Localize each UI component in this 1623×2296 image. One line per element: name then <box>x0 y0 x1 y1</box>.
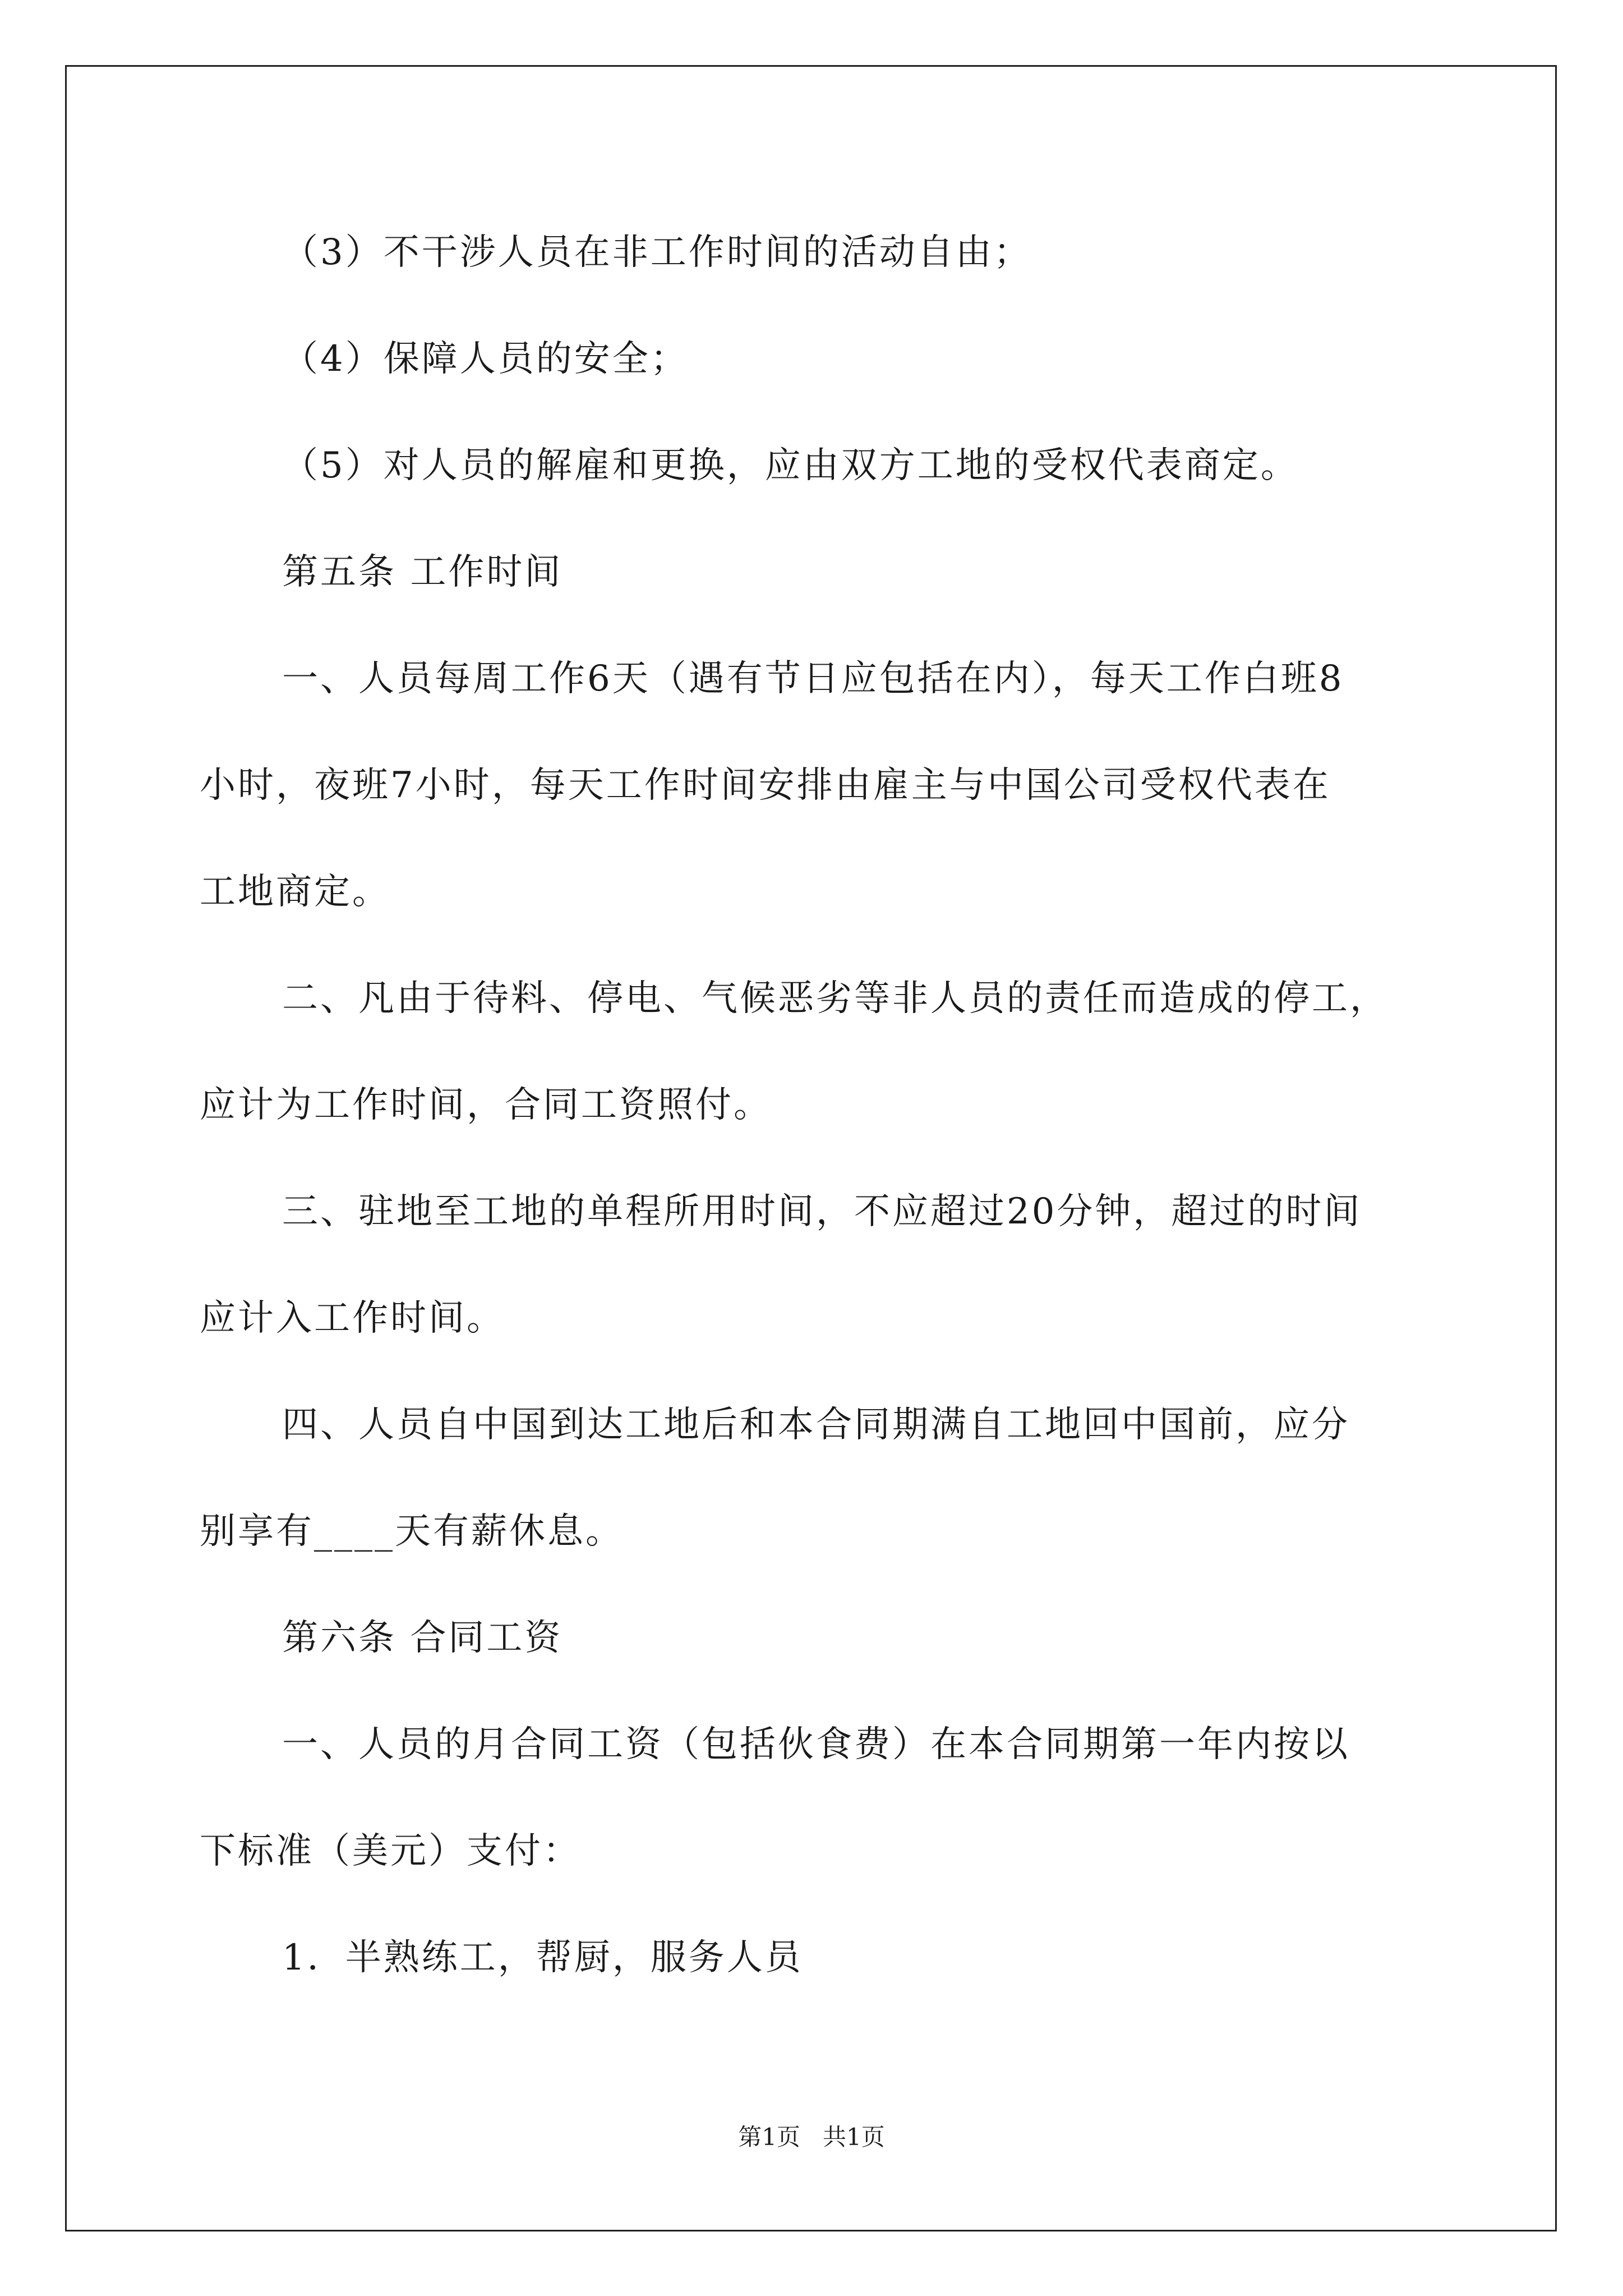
section-heading: 第六条 合同工资 <box>282 1617 563 1659</box>
paragraph-line: 下标准（美元）支付： <box>200 1830 581 1872</box>
paragraph-line: 小时，夜班7小时，每天工作时间安排由雇主与中国公司受权代表在 <box>200 765 1331 806</box>
paragraph-line: （3）不干涉人员在非工作时间的活动自由； <box>282 232 1032 273</box>
section-heading: 第五条 工作时间 <box>282 551 563 593</box>
paragraph-line: 应计为工作时间，合同工资照付。 <box>200 1084 772 1126</box>
paragraph-line: 四、人员自中国到达工地后和本合同期满自工地回中国前，应分 <box>282 1404 1350 1446</box>
page-number: 第1页 共1页 <box>738 2123 885 2151</box>
paragraph-line: 三、驻地至工地的单程所用时间，不应超过20分钟，超过的时间 <box>282 1191 1362 1232</box>
paragraph-line: 一、人员每周工作6天（遇有节日应包括在内），每天工作白班8 <box>282 658 1344 700</box>
list-item: 1．半熟练工，帮厨，服务人员 <box>282 1937 803 1978</box>
paragraph-line: 应计入工作时间。 <box>200 1297 505 1339</box>
paragraph-line: 一、人员的月合同工资（包括伙食费）在本合同期第一年内按以 <box>282 1724 1350 1765</box>
paragraph-line: （4）保障人员的安全； <box>282 338 689 380</box>
paragraph-line: 工地商定。 <box>200 871 390 913</box>
paragraph-line: 二、凡由于待料、停电、气候恶劣等非人员的责任而造成的停工， <box>282 978 1388 1019</box>
paragraph-line: （5）对人员的解雇和更换，应由双方工地的受权代表商定。 <box>282 445 1299 486</box>
paragraph-line: 别享有____天有薪休息。 <box>200 1511 624 1552</box>
